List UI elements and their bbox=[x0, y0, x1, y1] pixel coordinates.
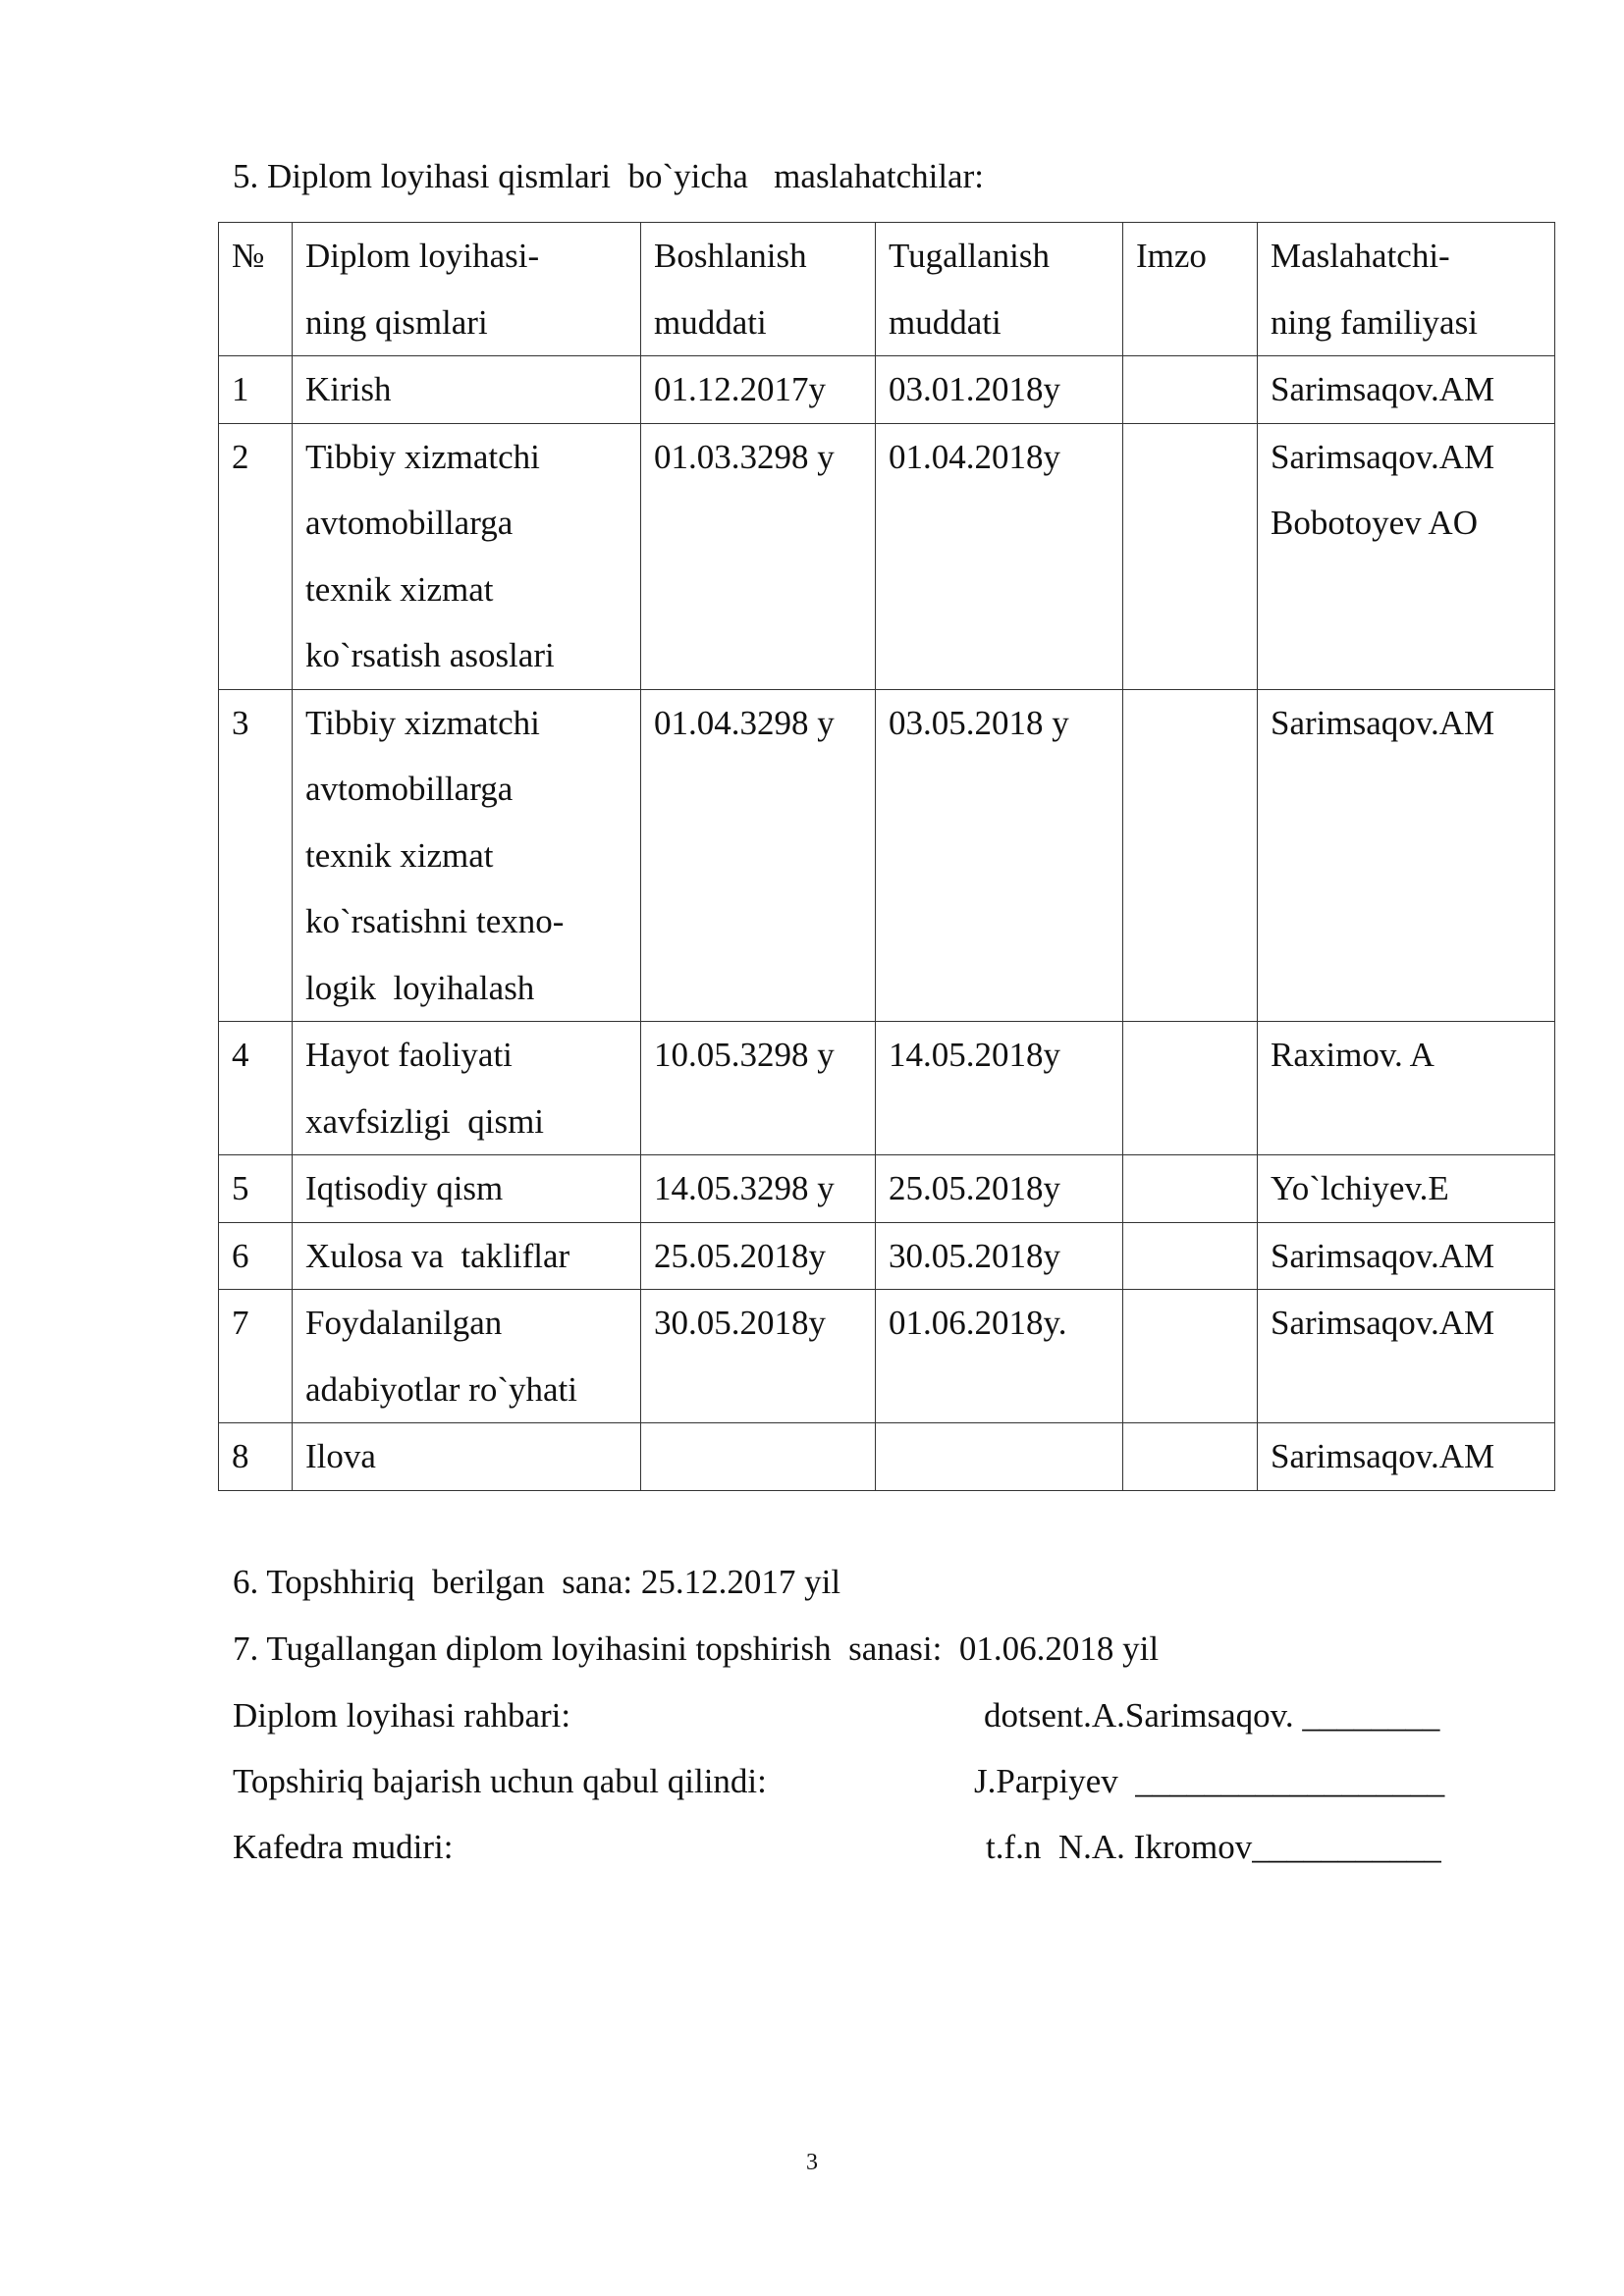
cell-start-date-text: 14.05.3298 y bbox=[654, 1169, 835, 1207]
advisors-table-body bbox=[219, 223, 1555, 1491]
cell-signature-text bbox=[1136, 1423, 1257, 1490]
cell-part-text: Tibbiy xizmatchi bbox=[305, 437, 540, 476]
cell-signature-text bbox=[1136, 1022, 1257, 1089]
cell-advisor bbox=[1258, 356, 1555, 424]
submission-date: 7. Tugallangan diplom loyihasini topshirish sanasi: 01.06.2018 yil bbox=[233, 1629, 1160, 1668]
accepted-label: Topshiriq bajarish uchun qabul qilindi: bbox=[233, 1762, 767, 1800]
column-header-number bbox=[219, 223, 293, 356]
cell-advisor bbox=[1258, 1290, 1555, 1423]
head-of-department-label: Kafedra mudiri: bbox=[233, 1828, 454, 1866]
supervisor-label: Diplom loyihasi rahbari: bbox=[233, 1696, 571, 1735]
cell-end-date bbox=[876, 1423, 1123, 1491]
cell-start-date-text: 01.03.3298 y bbox=[654, 437, 835, 476]
cell-part bbox=[293, 1290, 641, 1423]
cell-advisor bbox=[1258, 1155, 1555, 1223]
cell-end-date bbox=[876, 423, 1123, 689]
page-number: 3 bbox=[806, 2150, 818, 2175]
cell-advisor-text: Sarimsaqov.AM bbox=[1271, 703, 1495, 742]
cell-advisor-text: Yo`lchiyev.E bbox=[1271, 1169, 1449, 1207]
cell-advisor-text: Bobotoyev AO bbox=[1271, 504, 1478, 542]
cell-end-date bbox=[876, 356, 1123, 424]
cell-number bbox=[219, 356, 293, 424]
task-given-date: 6. Topshhiriq berilgan sana: 25.12.2017 yil bbox=[233, 1563, 841, 1601]
cell-signature bbox=[1123, 1155, 1258, 1223]
column-header-text: muddati bbox=[654, 302, 767, 342]
cell-number-text: 1 bbox=[232, 370, 249, 408]
cell-number bbox=[219, 689, 293, 1022]
table-row bbox=[219, 1290, 1555, 1423]
cell-part-text: avtomobillarga bbox=[305, 770, 514, 808]
cell-part-text: Ilova bbox=[305, 1437, 376, 1475]
cell-part-text: Foydalanilgan bbox=[305, 1304, 503, 1342]
column-header-text: Diplom loyihasi- bbox=[305, 237, 540, 275]
supervisor-signature-line: dotsent.A.Sarimsaqov. ________ bbox=[984, 1696, 1440, 1735]
cell-end-date-text: 01.04.2018y bbox=[889, 437, 1060, 476]
cell-signature bbox=[1123, 1290, 1258, 1423]
cell-end-date bbox=[876, 1290, 1123, 1423]
cell-number bbox=[219, 1290, 293, 1423]
column-header-end-date bbox=[876, 223, 1123, 356]
cell-end-date bbox=[876, 689, 1123, 1022]
cell-signature-text bbox=[1136, 424, 1257, 491]
cell-signature bbox=[1123, 356, 1258, 424]
cell-number bbox=[219, 1423, 293, 1491]
column-header-part bbox=[293, 223, 641, 356]
cell-part-text: avtomobillarga bbox=[305, 504, 514, 542]
cell-number-text: 7 bbox=[232, 1304, 249, 1342]
cell-start-date bbox=[641, 1022, 876, 1155]
column-header-text: Tugallanish bbox=[889, 237, 1051, 275]
cell-signature bbox=[1123, 689, 1258, 1022]
accepted-signature-line: J.Parpiyev __________________ bbox=[974, 1762, 1445, 1800]
column-header-text: muddati bbox=[889, 302, 1001, 342]
cell-number bbox=[219, 1022, 293, 1155]
cell-signature bbox=[1123, 1423, 1258, 1491]
cell-signature-text bbox=[1136, 1290, 1257, 1357]
cell-part-text: texnik xizmat bbox=[305, 569, 494, 609]
column-header-text: Boshlanish bbox=[654, 237, 807, 275]
cell-end-date-text: 03.05.2018 y bbox=[889, 703, 1069, 742]
cell-part-text: texnik xizmat bbox=[305, 835, 494, 875]
table-row bbox=[219, 1155, 1555, 1223]
cell-start-date bbox=[641, 1155, 876, 1223]
cell-signature bbox=[1123, 1022, 1258, 1155]
cell-part-text: Xulosa va takliflar bbox=[305, 1236, 570, 1275]
cell-number-text: 8 bbox=[232, 1437, 249, 1475]
cell-part bbox=[293, 1423, 641, 1491]
cell-start-date bbox=[641, 1423, 876, 1491]
cell-advisor-text: Sarimsaqov.AM bbox=[1271, 1304, 1495, 1342]
table-header-row bbox=[219, 223, 1555, 356]
column-header-advisor bbox=[1258, 223, 1555, 356]
cell-advisor-text: Sarimsaqov.AM bbox=[1271, 1236, 1495, 1275]
cell-start-date-text: 25.05.2018y bbox=[654, 1236, 826, 1275]
cell-start-date bbox=[641, 1290, 876, 1423]
column-header-start-date bbox=[641, 223, 876, 356]
cell-advisor bbox=[1258, 423, 1555, 689]
cell-part-text: xavfsizligi qismi bbox=[305, 1101, 545, 1141]
table-row bbox=[219, 689, 1555, 1022]
cell-signature-text bbox=[1136, 356, 1257, 423]
cell-end-date bbox=[876, 1022, 1123, 1155]
cell-number bbox=[219, 1222, 293, 1290]
cell-part-text: Iqtisodiy qism bbox=[305, 1169, 504, 1207]
cell-start-date-text: 01.12.2017y bbox=[654, 370, 826, 408]
cell-advisor bbox=[1258, 1222, 1555, 1290]
column-header-text: Imzo bbox=[1136, 237, 1207, 275]
cell-advisor-text: Sarimsaqov.AM bbox=[1271, 437, 1495, 476]
cell-part bbox=[293, 689, 641, 1022]
table-row bbox=[219, 1222, 1555, 1290]
cell-end-date bbox=[876, 1155, 1123, 1223]
cell-part-text: ko`rsatishni texno- bbox=[305, 902, 565, 940]
cell-start-date-text: 30.05.2018y bbox=[654, 1304, 826, 1342]
cell-advisor bbox=[1258, 1022, 1555, 1155]
cell-end-date bbox=[876, 1222, 1123, 1290]
cell-start-date-text: 01.04.3298 y bbox=[654, 703, 835, 742]
cell-part bbox=[293, 1155, 641, 1223]
cell-number-text: 5 bbox=[232, 1169, 249, 1207]
cell-number bbox=[219, 1155, 293, 1223]
cell-part bbox=[293, 1222, 641, 1290]
cell-signature-text bbox=[1136, 690, 1257, 757]
column-header-text: ning qismlari bbox=[305, 302, 488, 342]
cell-part-text: ko`rsatish asoslari bbox=[305, 636, 555, 674]
cell-advisor bbox=[1258, 689, 1555, 1022]
cell-end-date-text: 14.05.2018y bbox=[889, 1036, 1060, 1074]
cell-advisor-text: Sarimsaqov.AM bbox=[1271, 370, 1495, 408]
cell-signature-text bbox=[1136, 1155, 1257, 1222]
head-of-department-signature-line: t.f.n N.A. Ikromov___________ bbox=[986, 1828, 1441, 1866]
cell-end-date-text bbox=[889, 1423, 1122, 1490]
cell-start-date-text bbox=[654, 1423, 875, 1490]
cell-part-text: logik loyihalash bbox=[305, 968, 535, 1007]
column-header-text: ning familiyasi bbox=[1271, 302, 1478, 342]
cell-advisor-text: Raximov. A bbox=[1271, 1036, 1435, 1074]
cell-part-text: Hayot faoliyati bbox=[305, 1036, 513, 1074]
cell-number-text: 3 bbox=[232, 703, 249, 742]
column-header-signature bbox=[1123, 223, 1258, 356]
section-heading: 5. Diplom loyihasi qismlari bo`yicha maslahatchilar: bbox=[233, 157, 984, 195]
table-row bbox=[219, 356, 1555, 424]
cell-number bbox=[219, 423, 293, 689]
table-row bbox=[219, 1423, 1555, 1491]
column-header-text: Maslahatchi- bbox=[1271, 237, 1450, 275]
cell-part-text: Tibbiy xizmatchi bbox=[305, 703, 540, 742]
table-row bbox=[219, 1022, 1555, 1155]
cell-advisor bbox=[1258, 1423, 1555, 1491]
advisors-table bbox=[218, 222, 1555, 1491]
cell-part bbox=[293, 356, 641, 424]
cell-signature bbox=[1123, 1222, 1258, 1290]
cell-end-date-text: 25.05.2018y bbox=[889, 1169, 1060, 1207]
cell-advisor-text: Sarimsaqov.AM bbox=[1271, 1437, 1495, 1475]
cell-start-date bbox=[641, 356, 876, 424]
cell-end-date-text: 03.01.2018y bbox=[889, 370, 1060, 408]
cell-part-text: adabiyotlar ro`yhati bbox=[305, 1369, 577, 1409]
cell-start-date bbox=[641, 1222, 876, 1290]
cell-part bbox=[293, 1022, 641, 1155]
cell-start-date-text: 10.05.3298 y bbox=[654, 1036, 835, 1074]
cell-end-date-text: 30.05.2018y bbox=[889, 1236, 1060, 1275]
cell-signature-text bbox=[1136, 1223, 1257, 1290]
cell-start-date bbox=[641, 689, 876, 1022]
column-header-text: № bbox=[232, 237, 265, 275]
cell-number-text: 6 bbox=[232, 1236, 249, 1275]
cell-start-date bbox=[641, 423, 876, 689]
cell-number-text: 2 bbox=[232, 437, 249, 476]
cell-end-date-text: 01.06.2018y. bbox=[889, 1304, 1067, 1342]
cell-part-text: Kirish bbox=[305, 370, 392, 408]
table-row bbox=[219, 423, 1555, 689]
cell-number-text: 4 bbox=[232, 1036, 249, 1074]
cell-part bbox=[293, 423, 641, 689]
cell-signature bbox=[1123, 423, 1258, 689]
